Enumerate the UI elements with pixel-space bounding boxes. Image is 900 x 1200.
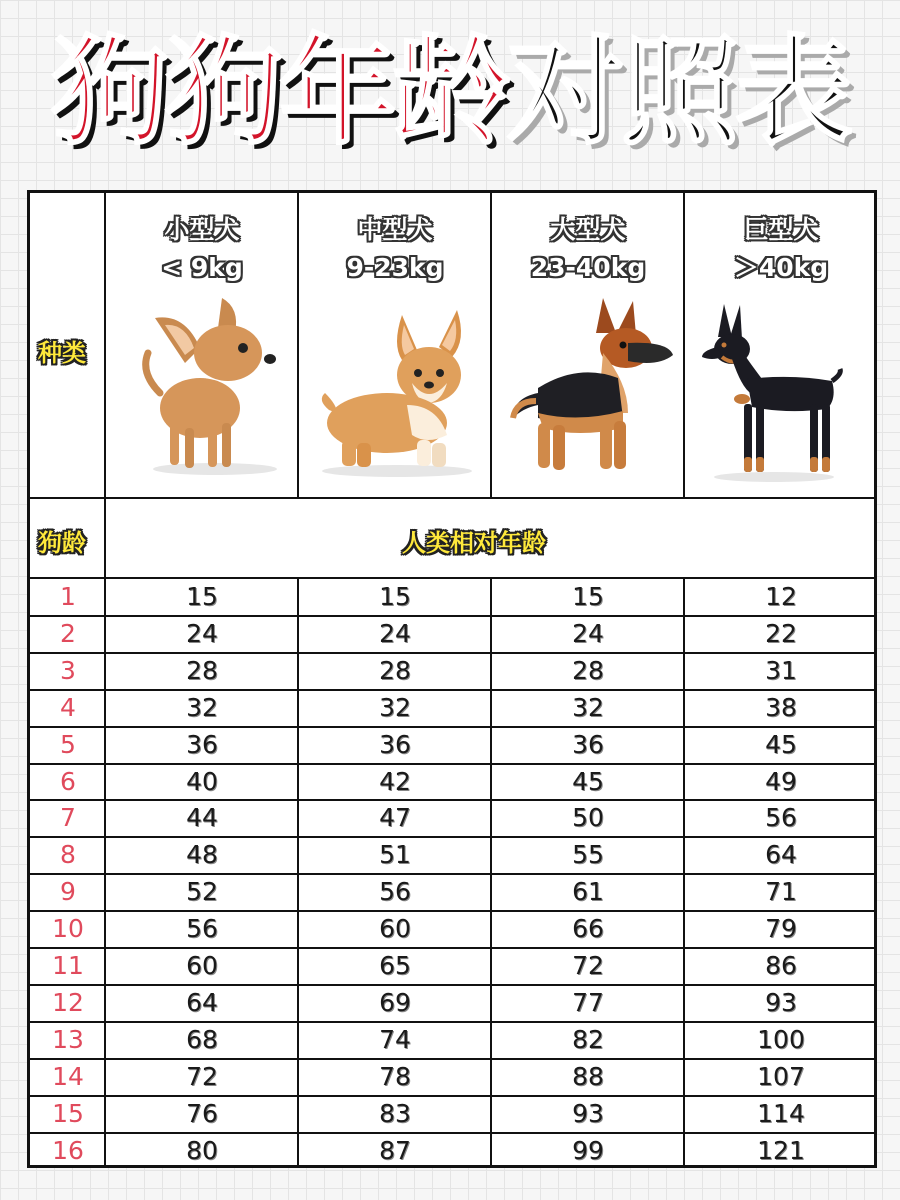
human-age-cell: 47: [379, 803, 411, 833]
human-age-cell: 83: [379, 1098, 411, 1128]
dog-age-cell: 2: [60, 618, 76, 648]
title-black-part: 对照表: [507, 23, 850, 161]
human-age-cell: 69: [379, 987, 411, 1017]
breed-header-small: [106, 211, 298, 287]
human-age-cell: 24: [186, 618, 218, 648]
human-age-cell: 49: [765, 766, 797, 796]
divider: [30, 497, 875, 499]
human-age-cell: 72: [186, 1061, 218, 1091]
human-age-cell: 77: [572, 987, 604, 1017]
german-shepherd-icon: [508, 293, 680, 483]
human-age-cell: 32: [572, 692, 604, 722]
human-age-cell: 31: [765, 655, 797, 685]
dog-age-label: 狗龄: [38, 529, 86, 557]
dog-age-cell: 12: [52, 987, 84, 1017]
breed-name: 巨型犬: [743, 215, 819, 244]
title-red-part: 狗狗年龄: [50, 23, 507, 161]
human-age-cell: 66: [572, 914, 604, 944]
human-age-cell: 24: [379, 618, 411, 648]
breed-weight: < 9kg: [161, 253, 243, 282]
human-age-cell: 38: [765, 692, 797, 722]
human-age-cell: 100: [757, 1024, 805, 1054]
human-age-cell: 40: [186, 766, 218, 796]
human-age-cell: 78: [379, 1061, 411, 1091]
human-age-cell: 28: [186, 655, 218, 685]
breed-header-medium: [299, 211, 491, 287]
human-age-cell: 86: [765, 951, 797, 980]
dog-age-cell: 15: [52, 1098, 84, 1128]
page-title: [0, 22, 900, 162]
human-age-cell: 68: [186, 1024, 218, 1054]
dog-age-cell: 13: [52, 1024, 84, 1054]
human-age-cell: 72: [572, 951, 604, 980]
human-age-cell: 15: [572, 582, 604, 611]
human-age-cell: 107: [757, 1061, 805, 1091]
dog-age-cell: 4: [60, 692, 76, 722]
human-age-cell: 50: [572, 803, 604, 833]
human-age-cell: 28: [379, 655, 411, 685]
breed-name: 大型犬: [550, 215, 626, 244]
dog-age-cell: 5: [60, 729, 76, 759]
human-age-cell: 24: [572, 618, 604, 648]
human-age-cell: 45: [572, 766, 604, 796]
human-age-cell: 79: [765, 914, 797, 944]
dog-age-cell: 16: [52, 1135, 84, 1165]
dog-age-cell: 6: [60, 766, 76, 796]
breed-row-label: 种类: [38, 339, 86, 367]
human-age-cell: 36: [379, 729, 411, 759]
human-age-cell: 44: [186, 803, 218, 833]
human-age-cell: 74: [379, 1024, 411, 1054]
human-age-cell: 15: [379, 582, 411, 611]
breed-weight: 9-23kg: [346, 253, 444, 282]
breed-name: 中型犬: [357, 215, 433, 244]
human-age-cell: 56: [186, 914, 218, 944]
human-age-cell: 56: [765, 803, 797, 833]
human-age-cell: 64: [186, 987, 218, 1017]
human-age-cell: 36: [186, 729, 218, 759]
breed-name: 小型犬: [164, 215, 240, 244]
human-age-cell: 64: [765, 840, 797, 870]
breed-header-large: [492, 211, 684, 287]
dog-age-cell: 11: [52, 951, 84, 980]
human-age-cell: 22: [765, 618, 797, 648]
human-age-cell: 55: [572, 840, 604, 870]
human-age-cell: 45: [765, 729, 797, 759]
human-age-cell: 82: [572, 1024, 604, 1054]
dog-age-cell: 9: [60, 877, 76, 907]
chihuahua-icon: [130, 293, 290, 483]
human-age-cell: 65: [379, 951, 411, 980]
human-age-cell: 99: [572, 1135, 604, 1165]
dog-age-cell: 14: [52, 1061, 84, 1091]
human-age-cell: 61: [572, 877, 604, 907]
doberman-icon: [702, 299, 847, 484]
human-age-cell: 88: [572, 1061, 604, 1091]
human-age-cell: 60: [186, 951, 218, 980]
human-age-cell: 15: [186, 582, 218, 611]
human-age-cell: 12: [765, 582, 797, 611]
corgi-icon: [317, 305, 482, 480]
human-age-cell: 60: [379, 914, 411, 944]
age-comparison-table: [27, 190, 877, 1168]
human-age-cell: 87: [379, 1135, 411, 1165]
human-age-cell: 28: [572, 655, 604, 685]
dog-age-cell: 8: [60, 840, 76, 870]
human-age-cell: 52: [186, 877, 218, 907]
human-age-cell: 36: [572, 729, 604, 759]
breed-weight: ＞40kg: [733, 253, 829, 282]
human-age-cell: 76: [186, 1098, 218, 1128]
human-age-cell: 71: [765, 877, 797, 907]
human-age-cell: 42: [379, 766, 411, 796]
human-age-cell: 56: [379, 877, 411, 907]
human-age-cell: 32: [379, 692, 411, 722]
human-age-cell: 80: [186, 1135, 218, 1165]
dog-age-cell: 7: [60, 803, 76, 833]
breed-header-giant: [685, 211, 877, 287]
dog-age-cell: 10: [52, 914, 84, 944]
human-age-cell: 121: [757, 1135, 805, 1165]
human-age-cell: 93: [572, 1098, 604, 1128]
breed-weight: 23-40kg: [530, 253, 646, 282]
dog-age-cell: 3: [60, 655, 76, 685]
human-age-cell: 48: [186, 840, 218, 870]
human-age-cell: 51: [379, 840, 411, 870]
human-age-cell: 93: [765, 987, 797, 1017]
human-age-cell: 32: [186, 692, 218, 722]
human-age-label: 人类相对年龄: [402, 529, 546, 557]
dog-age-cell: 1: [60, 582, 76, 611]
human-age-cell: 114: [757, 1098, 805, 1128]
